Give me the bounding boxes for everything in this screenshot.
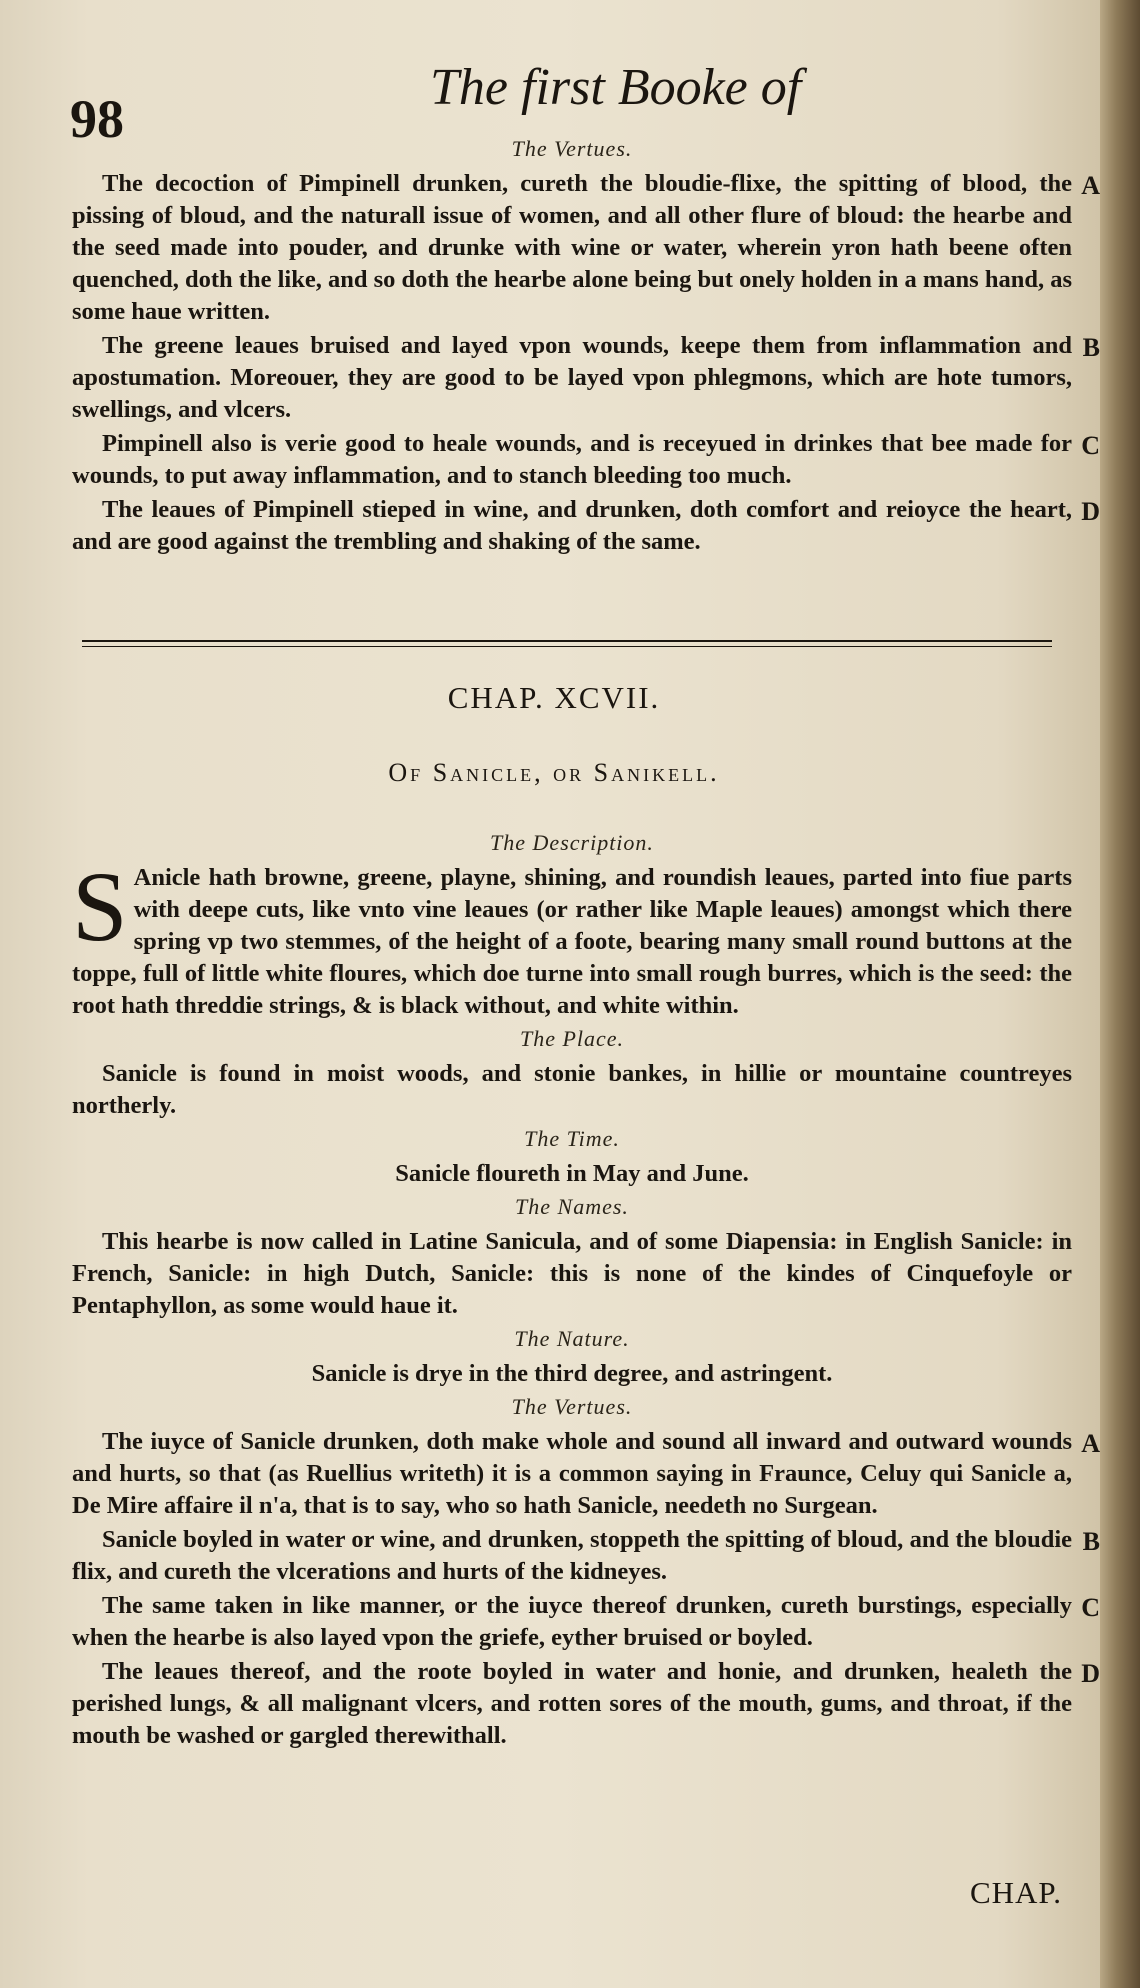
vertue-paragraph bbox=[72, 168, 1100, 328]
time-paragraph: Sanicle floureth in May and June. bbox=[395, 1160, 749, 1187]
vertues-section-1 bbox=[72, 132, 1100, 560]
vertue-text: The decoction of Pimpinell drunken, cureth the bloudie-flixe, the spitting of blood, the pissing of bloud, and the naturall issue of women, and all other flure of bloud: the hearbe and the seed made into pouder, and drunke with wine or water, wherein yron hath beene often quenched, doth the like, and so doth the hearbe alone being but onely holden in a mans hand, as some haue written. bbox=[72, 170, 1072, 325]
page-number: 98 bbox=[70, 89, 124, 149]
running-title: The first Booke of bbox=[430, 59, 802, 116]
drop-cap: S bbox=[72, 851, 128, 962]
vertue-paragraph bbox=[72, 1426, 1100, 1522]
vertue-paragraph bbox=[72, 1524, 1100, 1588]
book-gutter bbox=[1100, 0, 1140, 1988]
section-rule-thin bbox=[82, 646, 1052, 647]
vertue-paragraph bbox=[72, 330, 1100, 426]
section-rule bbox=[82, 640, 1052, 642]
margin-letter: D bbox=[1081, 1659, 1100, 1688]
margin-letter: A bbox=[1081, 171, 1100, 200]
vertue-text: The leaues thereof, and the roote boyled in water and honie, and drunken, healeth the perished lungs, & all malignant vlcers, and rotten sores of the mouth, gums, and throat, if the mouth be washed or gargled therewithall. bbox=[72, 1658, 1072, 1749]
margin-letter: B bbox=[1082, 333, 1100, 362]
chapter-title: Of Sanicle, or Sanikell. bbox=[388, 758, 720, 787]
vertue-paragraph bbox=[72, 1656, 1100, 1752]
names-heading: The Names. bbox=[515, 1194, 629, 1219]
margin-letter: A bbox=[1081, 1429, 1100, 1458]
vertue-paragraph bbox=[72, 494, 1100, 558]
description-text: Anicle hath browne, greene, playne, shining, and roundish leaues, parted into fiue parts with deepe cuts, like vnto vine leaues (or rather like Maple leaues) amongst which there spring vp two stemmes, of the height of a foote, bearing many small round buttons at the toppe, full of little white floures, which doe turne into small rough burres, which is the seed: the root hath threddie strings, & is black without, and white within. bbox=[72, 864, 1072, 1019]
vertue-text: The iuyce of Sanicle drunken, doth make whole and sound all inward and outward wounds and hurts, so that (as Ruellius writeth) it is a common saying in Fraunce, Celuy qui Sanicle a, De Mire affaire il n'a, that is to say, who so hath Sanicle, needeth no Surgean. bbox=[72, 1428, 1072, 1519]
vertues-heading: The Vertues. bbox=[511, 136, 633, 161]
margin-letter: D bbox=[1081, 497, 1100, 526]
vertue-paragraph bbox=[72, 428, 1100, 492]
description-heading: The Description. bbox=[490, 830, 654, 855]
plant-section bbox=[72, 826, 1100, 1754]
place-heading: The Place. bbox=[519, 1026, 625, 1051]
vertue-text: The greene leaues bruised and layed vpon wounds, keepe them from inflammation and apostumation. Moreouer, they are good to be layed vpon phlegmons, which are hote tumors, swellings, and vlcers. bbox=[72, 332, 1072, 423]
catchword: CHAP. bbox=[969, 1875, 1062, 1910]
names-paragraph: This hearbe is now called in Latine Sanicula, and of some Diapensia: in English Sanicle: in French, Sanicle: in high Dutch, Sanicle: this is none of the kindes of Cinquefoyle or Pentaphyllon, as some would haue it. bbox=[72, 1228, 1072, 1319]
vertue-text: The leaues of Pimpinell stieped in wine, and drunken, doth comfort and reioyce the heart, and are good against the trembling and shaking of the same. bbox=[72, 496, 1072, 555]
vertue-paragraph bbox=[72, 1590, 1100, 1654]
nature-paragraph: Sanicle is drye in the third degree, and astringent. bbox=[311, 1360, 833, 1387]
margin-letter: C bbox=[1081, 1593, 1100, 1622]
vertues-heading-2: The Vertues. bbox=[511, 1394, 633, 1419]
margin-letter: B bbox=[1082, 1527, 1100, 1556]
description-paragraph bbox=[72, 851, 1072, 1022]
vertue-text: Sanicle boyled in water or wine, and drunken, stoppeth the spitting of bloud, and the bloudie flix, and cureth the vlcerations and hurts of the kidneyes. bbox=[72, 1526, 1072, 1585]
nature-heading: The Nature. bbox=[514, 1326, 630, 1351]
margin-letter: C bbox=[1081, 431, 1100, 460]
chapter-label: CHAP. XCVII. bbox=[447, 680, 661, 715]
vertue-text: The same taken in like manner, or the iuyce thereof drunken, cureth burstings, especially when the hearbe is also layed vpon the griefe, eyther bruised or boyled. bbox=[72, 1592, 1072, 1651]
vertue-text: Pimpinell also is verie good to heale wounds, and is receyued in drinkes that bee made for wounds, to put away inflammation, and to stanch bleeding too much. bbox=[72, 430, 1072, 489]
place-paragraph: Sanicle is found in moist woods, and stonie bankes, in hillie or mountaine countreyes northerly. bbox=[72, 1060, 1072, 1119]
time-heading: The Time. bbox=[524, 1126, 620, 1151]
